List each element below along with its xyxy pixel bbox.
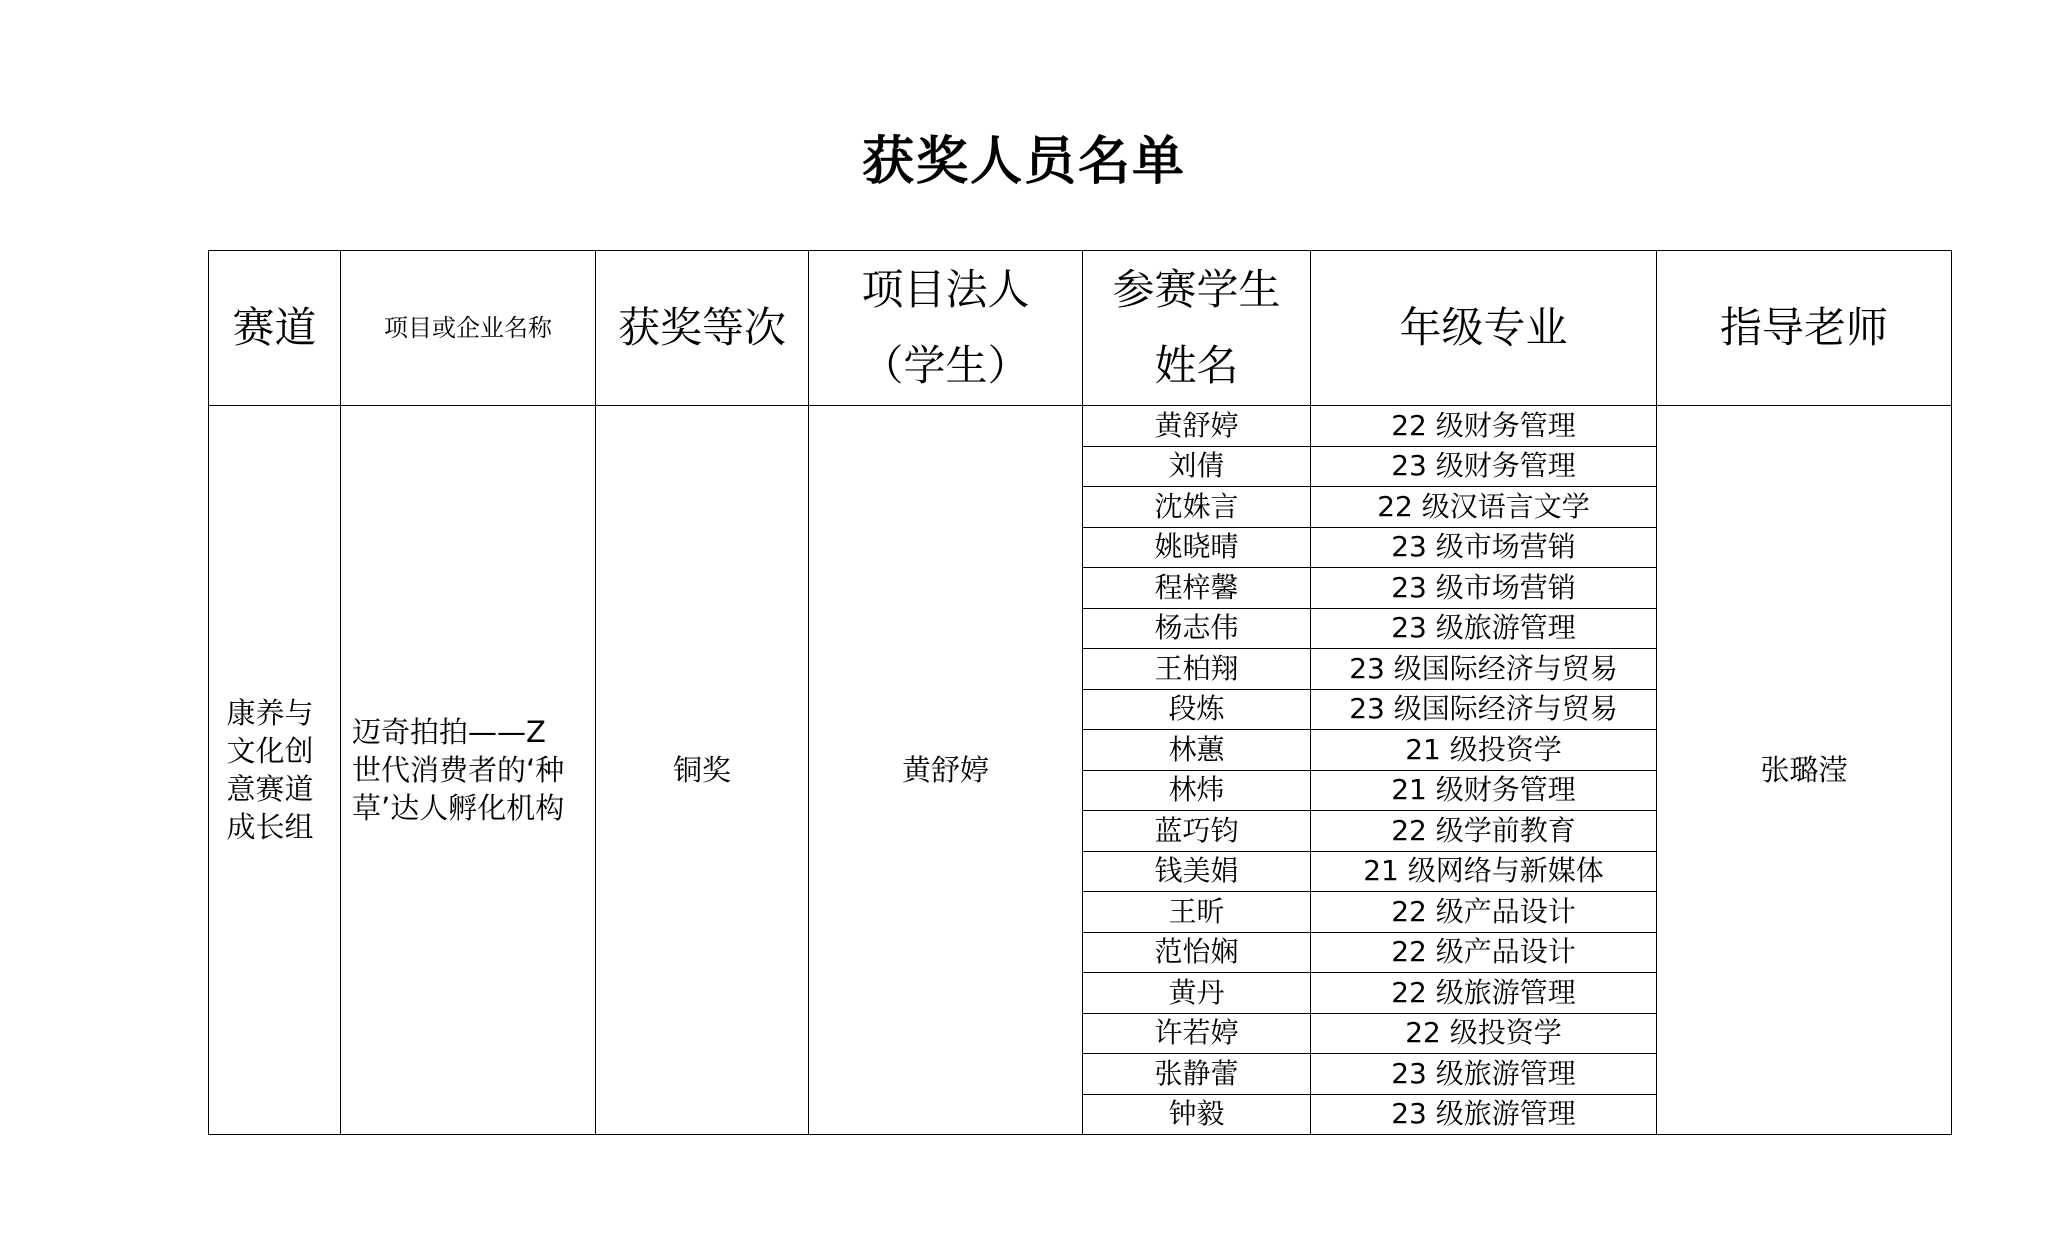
student-name: 黄舒婷 bbox=[1083, 406, 1311, 447]
student-name: 钱美娟 bbox=[1083, 851, 1311, 892]
student-name: 沈姝言 bbox=[1083, 487, 1311, 528]
student-name: 王柏翔 bbox=[1083, 649, 1311, 690]
student-name: 范怡娴 bbox=[1083, 932, 1311, 973]
header-legal-person-line1: 项目法人 bbox=[861, 265, 1030, 314]
track-cell-text: 康养与文化创意赛道成长组 bbox=[226, 696, 314, 844]
header-student-names bbox=[1083, 251, 1311, 406]
student-grade-major: 22 级产品设计 bbox=[1311, 932, 1657, 973]
student-grade-major: 22 级旅游管理 bbox=[1311, 973, 1657, 1014]
student-name: 林炜 bbox=[1083, 770, 1311, 811]
header-legal-person-line2: （学生） bbox=[861, 341, 1030, 390]
student-grade-major: 23 级国际经济与贸易 bbox=[1311, 649, 1657, 690]
student-grade-major: 21 级网络与新媒体 bbox=[1311, 851, 1657, 892]
student-grade-major: 23 级国际经济与贸易 bbox=[1311, 689, 1657, 730]
header-instructor: 指导老师 bbox=[1657, 251, 1952, 406]
student-name: 刘倩 bbox=[1083, 446, 1311, 487]
project-cell-text: 迈奇拍拍——Z 世代消费者的‘种草’达人孵化机构 bbox=[352, 715, 565, 825]
legal-person-cell: 黄舒婷 bbox=[809, 406, 1083, 1135]
student-grade-major: 22 级汉语言文学 bbox=[1311, 487, 1657, 528]
project-cell bbox=[341, 406, 596, 1135]
student-grade-major: 23 级市场营销 bbox=[1311, 527, 1657, 568]
student-grade-major: 22 级财务管理 bbox=[1311, 406, 1657, 447]
page-title: 获奖人员名单 bbox=[861, 131, 1186, 192]
student-grade-major: 23 级旅游管理 bbox=[1311, 1054, 1657, 1095]
student-name: 姚晓晴 bbox=[1083, 527, 1311, 568]
student-grade-major: 23 级市场营销 bbox=[1311, 568, 1657, 609]
header-track: 赛道 bbox=[209, 251, 341, 406]
award-table bbox=[208, 250, 1952, 1135]
student-row bbox=[209, 406, 1952, 447]
student-name: 林蕙 bbox=[1083, 730, 1311, 771]
header-award: 获奖等次 bbox=[596, 251, 809, 406]
student-name: 张静蕾 bbox=[1083, 1054, 1311, 1095]
student-name: 杨志伟 bbox=[1083, 608, 1311, 649]
student-grade-major: 23 级旅游管理 bbox=[1311, 608, 1657, 649]
student-grade-major: 21 级投资学 bbox=[1311, 730, 1657, 771]
student-grade-major: 23 级财务管理 bbox=[1311, 446, 1657, 487]
header-project: 项目或企业名称 bbox=[341, 251, 596, 406]
student-name: 许若婷 bbox=[1083, 1013, 1311, 1054]
student-name: 程梓馨 bbox=[1083, 568, 1311, 609]
header-legal-person bbox=[809, 251, 1083, 406]
student-name: 蓝巧钧 bbox=[1083, 811, 1311, 852]
header-grade-major: 年级专业 bbox=[1311, 251, 1657, 406]
student-grade-major: 23 级旅游管理 bbox=[1311, 1094, 1657, 1135]
student-name: 黄丹 bbox=[1083, 973, 1311, 1014]
student-name: 段炼 bbox=[1083, 689, 1311, 730]
track-cell bbox=[209, 406, 341, 1135]
student-name: 钟毅 bbox=[1083, 1094, 1311, 1135]
student-name: 王昕 bbox=[1083, 892, 1311, 933]
student-grade-major: 22 级学前教育 bbox=[1311, 811, 1657, 852]
student-grade-major: 22 级产品设计 bbox=[1311, 892, 1657, 933]
student-grade-major: 21 级财务管理 bbox=[1311, 770, 1657, 811]
award-cell: 铜奖 bbox=[596, 406, 809, 1135]
header-row bbox=[209, 251, 1952, 406]
student-grade-major: 22 级投资学 bbox=[1311, 1013, 1657, 1054]
header-student-names-line2: 姓名 bbox=[1154, 341, 1239, 390]
instructor-cell: 张璐滢 bbox=[1657, 406, 1952, 1135]
header-student-names-line1: 参赛学生 bbox=[1112, 265, 1281, 314]
